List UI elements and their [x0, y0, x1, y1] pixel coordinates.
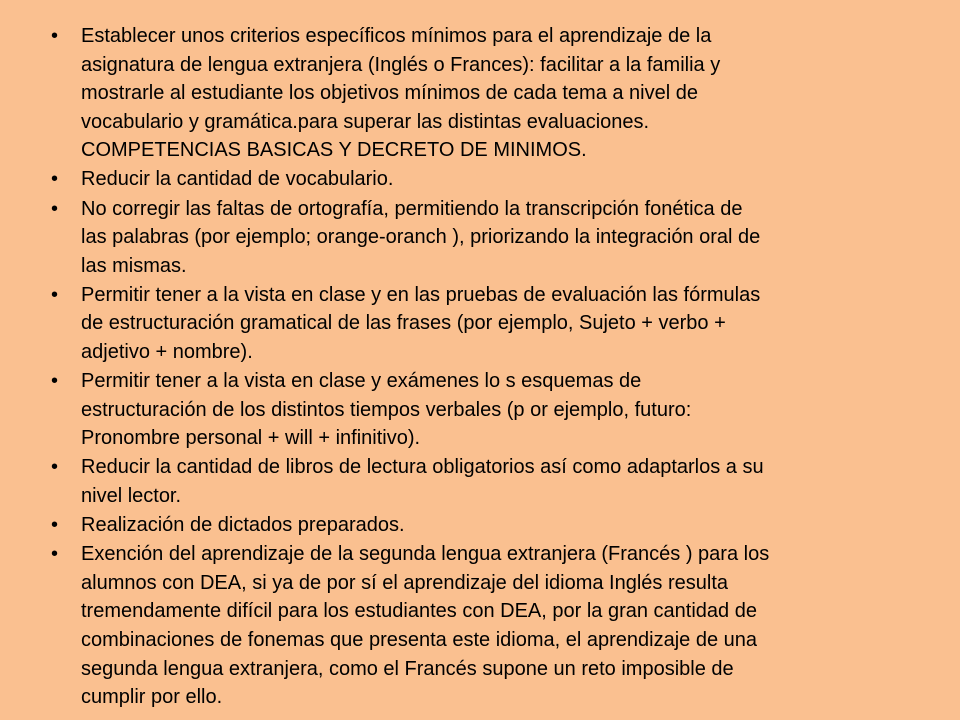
bullet-dot-icon: • [51, 25, 59, 47]
bullet-text-line: tremendamente difícil para los estudiantes con DEA, por la gran cantidad de [81, 600, 757, 623]
bullet-text [81, 511, 900, 540]
bullet-dot-icon: • [51, 168, 59, 191]
bullet-text-line: vocabulario y gramática.para superar las distintas evaluaciones. [81, 110, 650, 133]
bullet-text-line: asignatura de lengua extranjera (Inglés o Frances): facilitar a la familia y [81, 53, 721, 76]
bullet-text-line: estructuración de los distintos tiempos verbales (p or ejemplo, futuro: [81, 398, 692, 421]
bullet-text [81, 540, 900, 712]
bullet-text-line: nivel lector. [81, 485, 182, 507]
bullet-text [81, 281, 900, 367]
bullet-text [81, 165, 900, 194]
bullet-text-line: alumnos con DEA, si ya de por sí el aprendizaje del idioma Inglés resulta [81, 571, 729, 594]
bullet-text-line: No corregir las faltas de ortografía, permitiendo la transcripción fonética de [81, 197, 743, 220]
bullet-item [49, 511, 900, 540]
bullet-item [49, 281, 900, 367]
bullet-dot-icon: • [51, 283, 59, 306]
bullet-text-line: Permitir tener a la vista en clase y exámenes lo s esquemas de [81, 370, 642, 393]
bullet-text-line: combinaciones de fonemas que presenta este idioma, el aprendizaje de una [81, 628, 757, 651]
bullet-text-line: las palabras (por ejemplo; orange-oranch ), priorizando la integración oral de [81, 226, 761, 249]
bullet-text-line: de estructuración gramatical de las frases (por ejemplo, Sujeto + verbo + [81, 312, 726, 335]
bullet-text-line: mostrarle al estudiante los objetivos mínimos de cada tema a nivel de [81, 82, 698, 105]
bullet-text-line: Reducir la cantidad de libros de lectura obligatorios así como adaptarlos a su [81, 456, 764, 479]
bullet-item [49, 22, 900, 165]
bullet-text-line: Reducir la cantidad de vocabulario. [81, 168, 394, 191]
bullet-item [49, 367, 900, 453]
bullet-item [49, 165, 900, 194]
bullet-text-line: COMPETENCIAS BASICAS Y DECRETO DE MINIMOS. [81, 139, 587, 162]
bullet-item [49, 453, 900, 510]
bullet-text [81, 367, 900, 453]
bullet-dot-icon: • [51, 456, 59, 479]
bullet-text-line: las mismas. [81, 254, 187, 277]
bullet-text-line: adjetivo + nombre). [81, 341, 253, 364]
bullet-text-line: Establecer unos criterios específicos mínimos para el aprendizaje de la [81, 25, 712, 47]
bullet-text [81, 195, 900, 281]
bullet-text-line: segunda lengua extranjera, como el Francés supone un reto imposible de [81, 657, 734, 680]
bullet-dot-icon: • [51, 543, 59, 566]
bullet-dot-icon: • [51, 197, 59, 220]
bullet-item [49, 540, 900, 712]
bullet-text-line: Realización de dictados preparados. [81, 514, 405, 537]
bullet-text [81, 453, 900, 510]
bullet-text-line: Pronombre personal + will + infinitivo). [81, 427, 421, 450]
bullet-text-line: Permitir tener a la vista en clase y en las pruebas de evaluación las fórmulas [81, 283, 761, 306]
bullet-text-line: Exención del aprendizaje de la segunda lengua extranjera (Francés ) para los [81, 543, 770, 566]
bullet-dot-icon: • [51, 514, 59, 537]
bullet-item [49, 195, 900, 281]
bullet-text [81, 22, 900, 165]
bullet-list [49, 22, 900, 712]
bullet-dot-icon: • [51, 370, 59, 393]
bullet-text-line: cumplir por ello. [81, 686, 223, 709]
